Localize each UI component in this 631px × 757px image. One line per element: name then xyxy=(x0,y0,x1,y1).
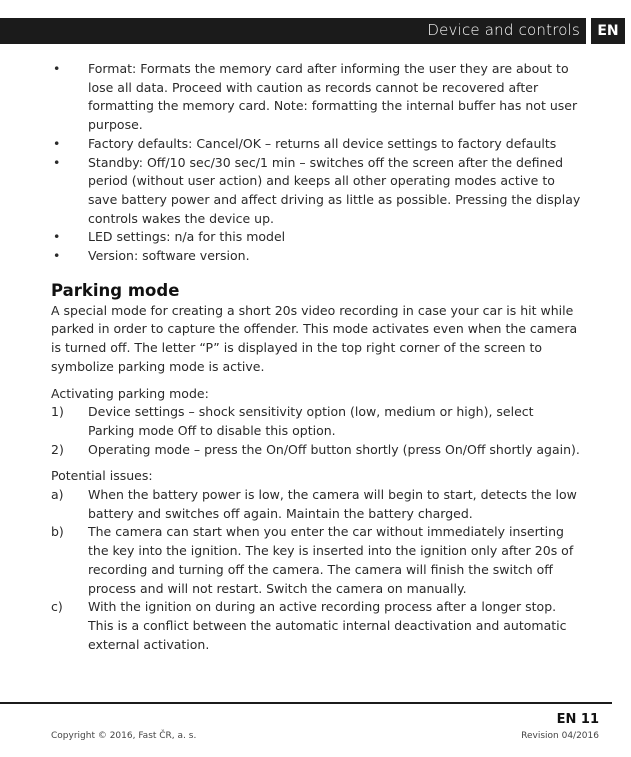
header-title: Device and controls xyxy=(427,21,580,39)
issue-marker: c) xyxy=(51,599,63,615)
issue-text: The camera can start when you enter the car without immediately inserting the key into the ignition. The key is inserted into the ignition only after 20s of recording and turning off the camera. The camera will finish the switch off process and will not restart. Switch the camera on manually. xyxy=(88,524,574,596)
list-item xyxy=(51,60,581,135)
bullet-text: Format: Formats the memory card after informing the user they are about to lose all data. Proceed with caution as records cannot be recovered after formatting the memory card. Note: formatting the internal buffer has not user purpose. xyxy=(88,61,578,133)
step-marker: 2) xyxy=(51,441,64,457)
issue-text: With the ignition on during an active recording process after a longer stop. This is a conflict between the automatic internal deactivation and automatic external activation. xyxy=(88,599,567,652)
activating-heading: Activating parking mode: xyxy=(51,385,209,401)
step-marker: 1) xyxy=(51,404,64,420)
footer-divider xyxy=(0,702,612,704)
step-text: Operating mode – press the On/Off button shortly (press On/Off shortly again). xyxy=(88,441,580,457)
settings-bullet-list xyxy=(51,60,581,266)
list-item xyxy=(51,228,581,247)
step-text: Device settings – shock sensitivity option (low, medium or high), select Parking mode Off to disable this option. xyxy=(88,404,534,438)
parking-intro: A special mode for creating a short 20s video recording in case your car is hit while parked in order to capture the offender. This mode activates even when the camera is turned off. The letter “P” is displayed in the top right corner of the screen to symbolize parking mode is active. xyxy=(51,302,578,374)
list-item xyxy=(51,135,581,154)
section-title: Parking mode xyxy=(51,280,180,300)
bullet-mark: • xyxy=(53,61,61,76)
issues-list xyxy=(51,486,581,654)
bullet-text: Factory defaults: Cancel/OK – returns all device settings to factory defaults xyxy=(88,135,557,151)
list-item xyxy=(51,403,581,440)
bullet-text: LED settings: n/a for this model xyxy=(88,229,286,245)
language-badge: EN xyxy=(591,18,625,44)
bullet-mark: • xyxy=(53,229,61,245)
activating-steps-list xyxy=(51,403,581,459)
copyright-text: Copyright © 2016, Fast ČR, a. s. xyxy=(51,731,197,741)
header-bar xyxy=(0,18,586,44)
issues-heading: Potential issues: xyxy=(51,468,153,484)
list-item xyxy=(51,523,581,598)
list-item xyxy=(51,441,581,460)
bullet-text: Version: software version. xyxy=(88,248,250,264)
list-item xyxy=(51,154,581,229)
page-content xyxy=(51,60,581,654)
page-number: EN 11 xyxy=(556,712,599,727)
issue-text: When the battery power is low, the camera will begin to start, detects the low battery and switches off again. Maintain the battery charged. xyxy=(88,487,577,521)
revision-text: Revision 04/2016 xyxy=(521,731,599,741)
issue-marker: a) xyxy=(51,487,64,503)
bullet-mark: • xyxy=(53,154,61,170)
bullet-text: Standby: Off/10 sec/30 sec/1 min – switches off the screen after the defined period (without user action) and keeps all other operating modes active to save battery power and affect driving as little as possible. Pressing the display controls wakes the device up. xyxy=(88,154,581,226)
list-item xyxy=(51,598,581,654)
bullet-mark: • xyxy=(53,135,61,151)
bullet-mark: • xyxy=(53,248,61,264)
issue-marker: b) xyxy=(51,524,64,540)
list-item xyxy=(51,486,581,523)
list-item xyxy=(51,247,581,266)
